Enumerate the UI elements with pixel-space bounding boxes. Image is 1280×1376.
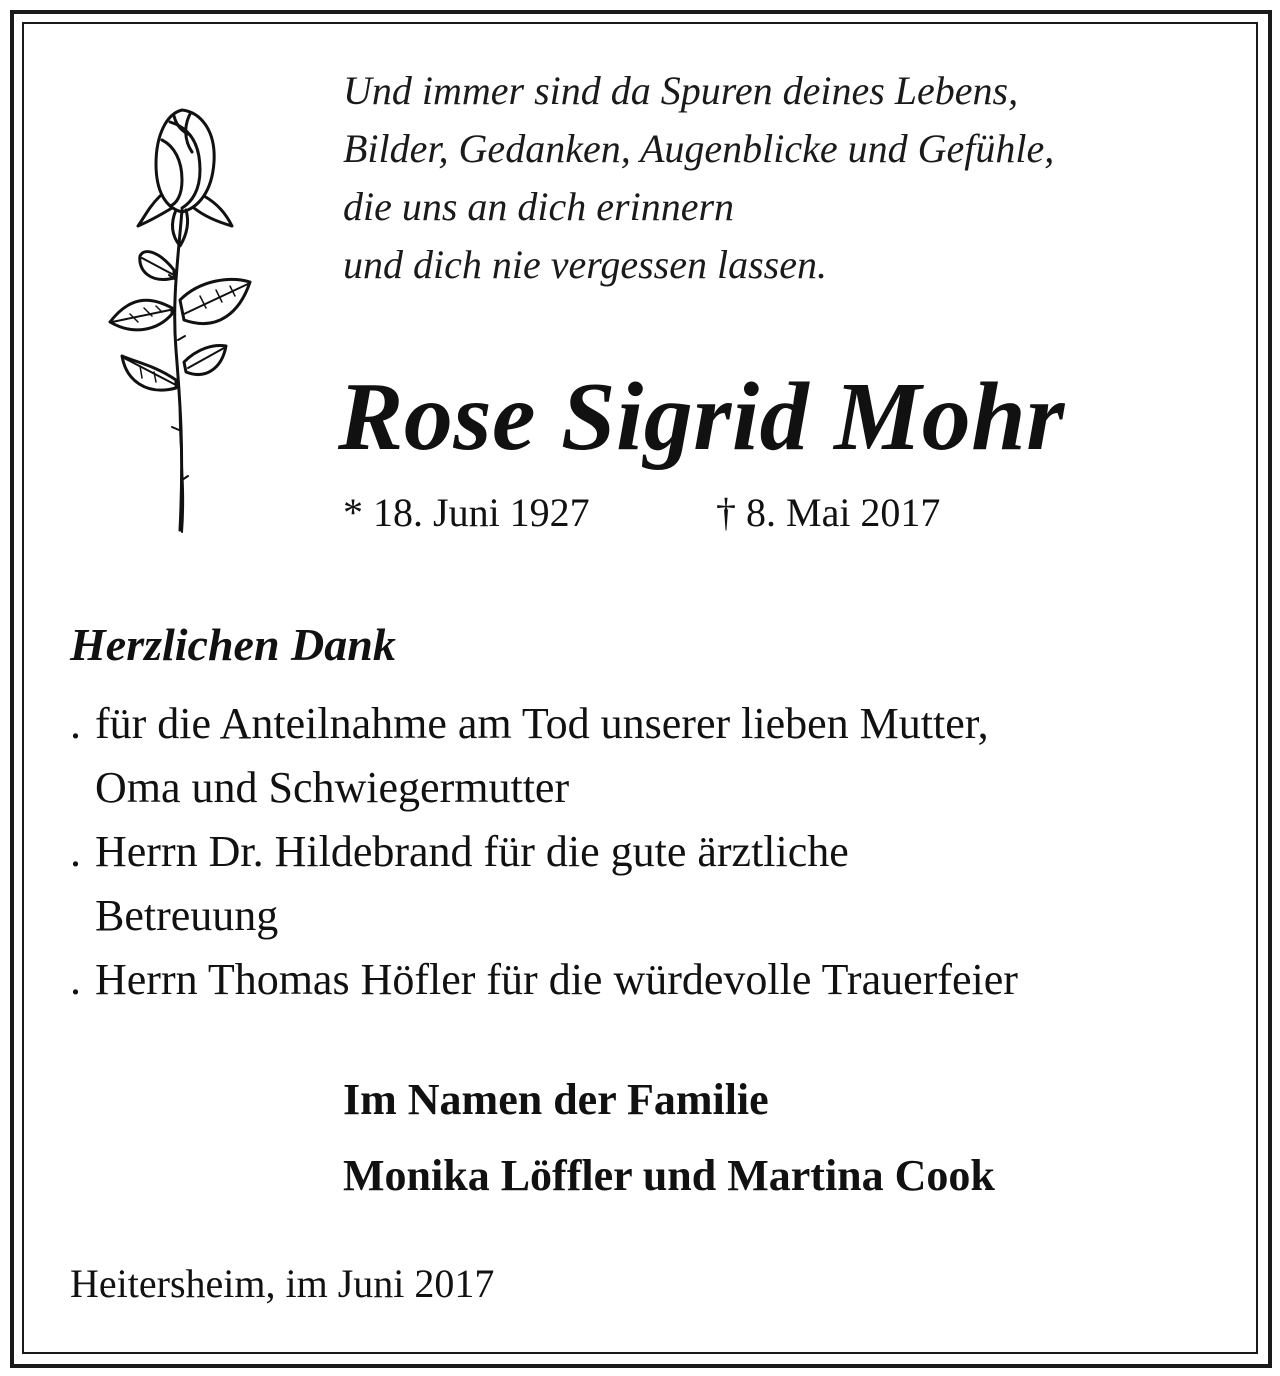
memorial-poem <box>343 62 1054 294</box>
bullet-dot: . <box>70 955 81 1004</box>
bullet-dot: . <box>70 699 81 748</box>
thanks-list <box>70 692 1018 1012</box>
thanks-item-text: Herrn Thomas Höfler für die würdevolle Trauerfeier <box>95 955 1018 1004</box>
bullet-dot: . <box>70 827 81 876</box>
poem-line: die uns an dich erinnern <box>343 184 735 229</box>
birth-date: * 18. Juni 1927 <box>343 490 590 535</box>
thanks-item-text: Herrn Dr. Hildebrand für die gute ärztliche Betreuung <box>95 827 849 940</box>
deceased-name: Rose Sigrid Mohr <box>338 363 1065 471</box>
list-item <box>70 948 1018 1012</box>
list-item <box>70 692 1018 820</box>
list-item <box>70 820 1018 948</box>
poem-line: Bilder, Gedanken, Augenblicke und Gefühle, <box>343 126 1055 171</box>
signature-names: Monika Löffler und Martina Cook <box>343 1151 995 1200</box>
poem-line: und dich nie vergessen lassen. <box>343 242 827 287</box>
place-and-date: Heitersheim, im Juni 2017 <box>70 1261 495 1306</box>
poem-line: Und immer sind da Spuren deines Lebens, <box>343 68 1019 113</box>
death-date: † 8. Mai 2017 <box>716 490 941 535</box>
thanks-item-text: für die Anteilnahme am Tod unserer lieben Mutter, Oma und Schwiegermutter <box>95 699 989 812</box>
signature-intro: Im Namen der Familie <box>343 1075 769 1124</box>
thanks-heading: Herzlichen Dank <box>70 619 396 670</box>
rose-icon <box>100 100 260 540</box>
